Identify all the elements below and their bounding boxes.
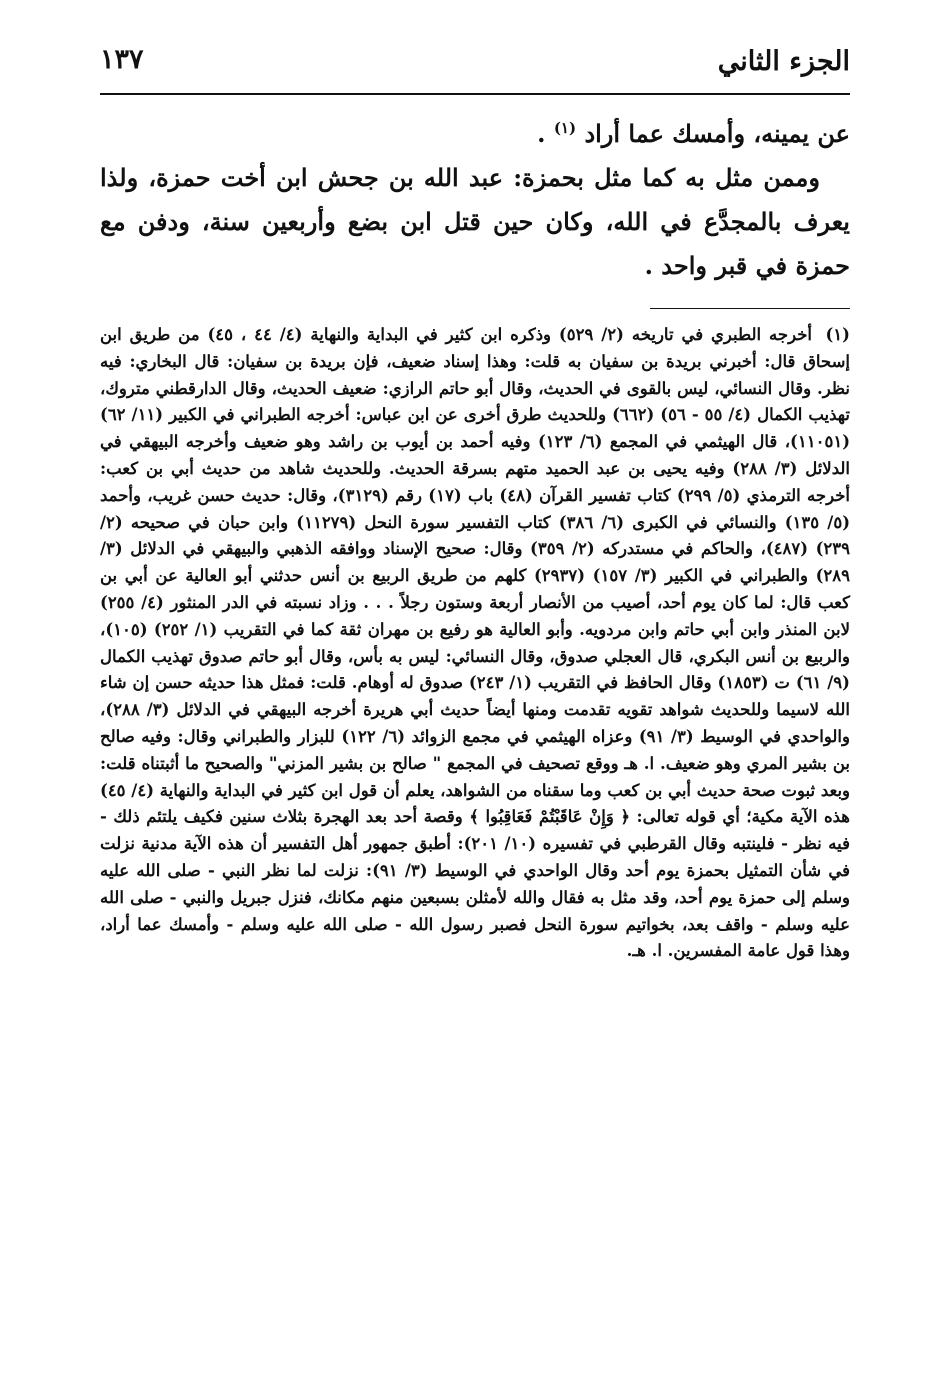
- footnote-reference: (١): [553, 119, 577, 137]
- footnote-divider: [650, 308, 850, 309]
- part-title: الجزء الثاني: [717, 46, 850, 77]
- footnote: [100, 322, 850, 965]
- page-header: [100, 40, 850, 90]
- main-line-1: [100, 112, 850, 156]
- main-line-1-text: عن يمينه، وأمسك عما أراد: [584, 119, 850, 148]
- main-paragraph-2: وممن مثل به كما مثل بحمزة: عبد الله بن جحش ابن أخت حمزة، ولذا يعرف بالمجدَّع في الله، وكان حين قتل ابن بضع وأربعين سنة، ودفن مع حمزة في قبر واحد .: [100, 163, 850, 280]
- main-text: [100, 112, 850, 288]
- main-line-1-end: .: [537, 119, 554, 148]
- footnote-text: أخرجه الطبري في تاريخه (٢/ ٥٢٩) وذكره ابن كثير في البداية والنهاية (٤/ ٤٤ ، ٤٥) من طريق ابن إسحاق قال: أخبرني بريدة بن سفيان به قلت: وهذا إسناد ضعيف، فإن بريدة بن سفيان: قال البخاري: فيه نظر. وقال النسائي، ليس بالقوى في الحديث، وقال أبو حاتم الرازي: ضعيف الحديث، وقال الدارقطني متروك، تهذيب الكمال (٤/ ٥٥ - ٥٦) (٦٦٢) وللحديث طرق أخرى عن ابن عباس: أخرجه الطبراني في الكبير (١١/ ٦٢) (١١٠٥١)، قال الهيثمي في المجمع (٦/ ١٢٣) وفيه أحمد بن أيوب بن راشد وهو ضعيف وأخرجه البيهقي في الدلائل (٣/ ٢٨٨) وفيه يحيى بن عبد الحميد متهم بسرقة الحديث. وللحديث شاهد من حديث أبي بن كعب: أخرجه الترمذي (٥/ ٢٩٩) كتاب تفسير القرآن (٤٨) باب (١٧) رقم (٣١٢٩)، وقال: حديث حسن غريب، وأحمد (٥/ ١٣٥) والنسائي في الكبرى (٦/ ٣٨٦) كتاب التفسير سورة النحل (١١٢٧٩) وابن حبان في صحيحه (٢/ ٢٣٩) (٤٨٧)، والحاكم في مستدركه (٢/ ٣٥٩) وقال: صحيح الإسناد ووافقه الذهبي والبيهقي في الدلائل (٣/ ٢٨٩) والطبراني في الكبير (٣/ ١٥٧) (٢٩٣٧) كلهم من طريق الربيع بن أنس حدثني أبو العالية عن أبي بن كعب قال: لما كان يوم أحد، أصيب من الأنصار أربعة وستون رجلاً . . . وزاد نسبته في الدر المنثور (٤/ ٢٥٥) لابن المنذر وابن أبي حاتم وابن مردويه. وأبو العالية هو رفيع بن مهران ثقة كما في التقريب (١/ ٢٥٢) (١٠٥)، والربيع بن أنس البكري، قال العجلي صدوق، وقال النسائي: ليس به بأس، وقال أبو حاتم صدوق تهذيب الكمال (٩/ ٦١) ت (١٨٥٣) وقال الحافظ في التقريب (١/ ٢٤٣) صدوق له أوهام. قلت: فمثل هذا حديثه حسن إن شاء الله لاسيما وللحديث شواهد تقويه تقدمت ومنها أيضاً حديث أبي هريرة أخرجه البيهقي في الدلائل (٣/ ٢٨٨)، والواحدي في الوسيط (٣/ ٩١) وعزاه الهيثمي في مجمع الزوائد (٦/ ١٢٢) للبزار والطبراني وقال: وفيه صالح بن بشير المري وهو ضعيف. ا. هـ ووقع تصحيف في المجمع " صالح بن بشير المزني" والصحيح ما أثبتناه قلت: وبعد ثبوت صحة حديث أبي بن كعب وما سقناه من الشواهد، يعلم أن قول ابن كثير في البداية والنهاية (٤/ ٤٥) هذه الآية مكية؛ أي قوله تعالى: ﴿ وَإِنْ عَاقَبْتُمْ فَعَاقِبُوا ﴾ وقصة أحد بعد الهجرة بثلاث سنين فكيف يلتئم ذلك - فيه نظر - فلينتبه وقال القرطبي في تفسيره (١٠/ ٢٠١): أطبق جمهور أهل التفسير أن هذه الآية مدنية نزلت في شأن التمثيل بحمزة يوم أحد وقال الواحدي في الوسيط (٣/ ٩١): نزلت لما نظر النبي - صلى الله عليه وسلم إلى حمزة يوم أحد، وقد مثل به فقال والله لأمثلن بسبعين منهم مكانك، فنزل جبريل والنبي - صلى الله عليه وسلم - واقف بعد، بخواتيم سورة النحل فصبر رسول الله - صلى الله عليه وسلم - وأمسك عما أراد، وهذا قول عامة المفسرين. ا. هـ.: [100, 325, 851, 961]
- page-number: ١٣٧: [100, 44, 144, 75]
- footnote-paragraph: [100, 322, 850, 965]
- header-divider: [100, 93, 850, 95]
- footnote-marker: (١): [825, 325, 850, 344]
